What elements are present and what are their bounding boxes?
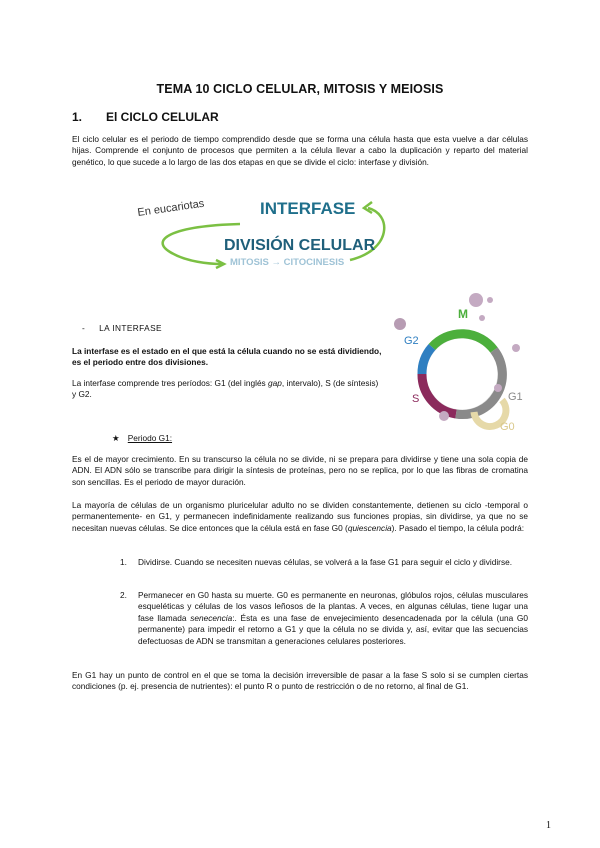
handwritten-label: En eucariotas xyxy=(136,197,206,219)
periods-text-em: gap xyxy=(268,378,282,388)
section-number: 1. xyxy=(72,110,83,124)
list-text-em: senecencia xyxy=(190,612,233,623)
label-s: S xyxy=(412,393,420,405)
interfase-division-diagram xyxy=(130,188,400,272)
list-number: 1. xyxy=(120,557,127,567)
list-text-post: :. Ésta es una fase de envejecimiento desencadenada por la célula (una G0 permanente) para impedir el retorno a G1 y que la célula no se divida y, así, evitar que las secuencias defectuosas de ADN se transmitan a generaciones celulares posteriores. xyxy=(138,612,528,646)
g1-heading xyxy=(112,433,172,443)
label-g2: G2 xyxy=(404,335,419,347)
section-title: El CICLO CELULAR xyxy=(106,110,219,124)
g1-paragraph-1: Es el de mayor crecimiento. En su transcurso la célula no se divide, ni se prepara para dividirse y tiene una sola copia de ADN. El ADN sólo se transcribe para dirigir la síntesis de proteínas, pero no se replica, por lo que las fibras de cromatina son sencillas. Es el periodo de mayor duración. xyxy=(72,454,528,487)
list-number: 2. xyxy=(120,590,127,600)
page-number: 1 xyxy=(546,820,551,831)
interfase-heading xyxy=(82,323,162,333)
interfase-periods xyxy=(72,378,384,401)
m-arc xyxy=(432,334,494,350)
list-item xyxy=(120,590,528,647)
periods-text-pre: La interfase comprende tres períodos: G1 (del inglés xyxy=(72,378,269,388)
interfase-label: INTERFASE xyxy=(260,199,356,218)
dash-bullet: - xyxy=(82,323,85,333)
cell-cycle-diagram xyxy=(388,290,528,438)
section-heading xyxy=(72,110,219,124)
intro-paragraph: El ciclo celular es el periodo de tiempo comprendido desde que se forma una célula hasta que esta vuelve a dar células hijas. Comprende el conjunto de procesos que permiten a la célula llevar a cabo la duplicación y reparto del material genético, lo que sucede a lo largo de las dos etapas en que se divide el ciclo: interfase y división. xyxy=(72,134,528,167)
label-g0: G0 xyxy=(500,421,515,433)
g1-paragraph-3: En G1 hay un punto de control en el que se toma la decisión irreversible de pasar a la fase S solo si se cumplen ciertas condiciones (p. ej. presencia de nutrientes): el punto R o punto de restricción o de no retorno, al final de G1. xyxy=(72,670,528,692)
g1-p2-post: ). Pasado el tiempo, la célula podrá: xyxy=(391,522,525,533)
g1-arc xyxy=(456,350,502,415)
g1-paragraph-2 xyxy=(72,500,528,534)
interfase-definition: La interfase es el estado en el que está la célula cuando no se está dividiendo, es el periodo entre dos divisiones. xyxy=(72,346,382,368)
g1-p2-em: quiescencia xyxy=(347,522,392,533)
list-text-pre: Dividirse. Cuando se necesiten nuevas células, se volverá a la fase G1 para seguir el ciclo y dividirse. xyxy=(138,557,513,567)
label-g1: G1 xyxy=(508,391,523,403)
list-item xyxy=(120,557,528,568)
label-m: M xyxy=(458,307,468,321)
interfase-heading-text: LA INTERFASE xyxy=(99,323,162,333)
g1-p2-pre: La mayoría de células de un organismo pluricelular adulto no se dividen constantemente, detienen su ciclo -temporal o permanentemente- en G1, y permanecen indefinidamente realizando sus funciones propias, sin dividirse, ya que no se necesitan nuevas células. Se dice entonces que la célula está en fase G0 ( xyxy=(72,500,528,533)
list-text-pre: Permanecer en G0 hasta su muerte. G0 es permanente en neuronas, glóbulos rojos, células musculares esqueléticas y células de los vasos leñosos de la plantas. A veces, en algunas células, tiene lugar una fase llamada xyxy=(138,590,528,623)
list-text xyxy=(138,557,528,568)
star-icon: ★ xyxy=(112,433,120,443)
page-title: TEMA 10 CICLO CELULAR, MITOSIS Y MEIOSIS xyxy=(156,82,444,96)
periods-text-post: , intervalo), S (de síntesis) y G2. xyxy=(72,378,379,400)
mitosis-citocinesis-label: MITOSIS → CITOCINESIS xyxy=(230,257,345,268)
g1-heading-text: Periodo G1: xyxy=(127,433,173,443)
list-text xyxy=(138,590,528,647)
division-label: DIVISIÓN CELULAR xyxy=(224,237,376,254)
g2-arc xyxy=(422,347,432,374)
cycle-ring xyxy=(422,334,506,427)
